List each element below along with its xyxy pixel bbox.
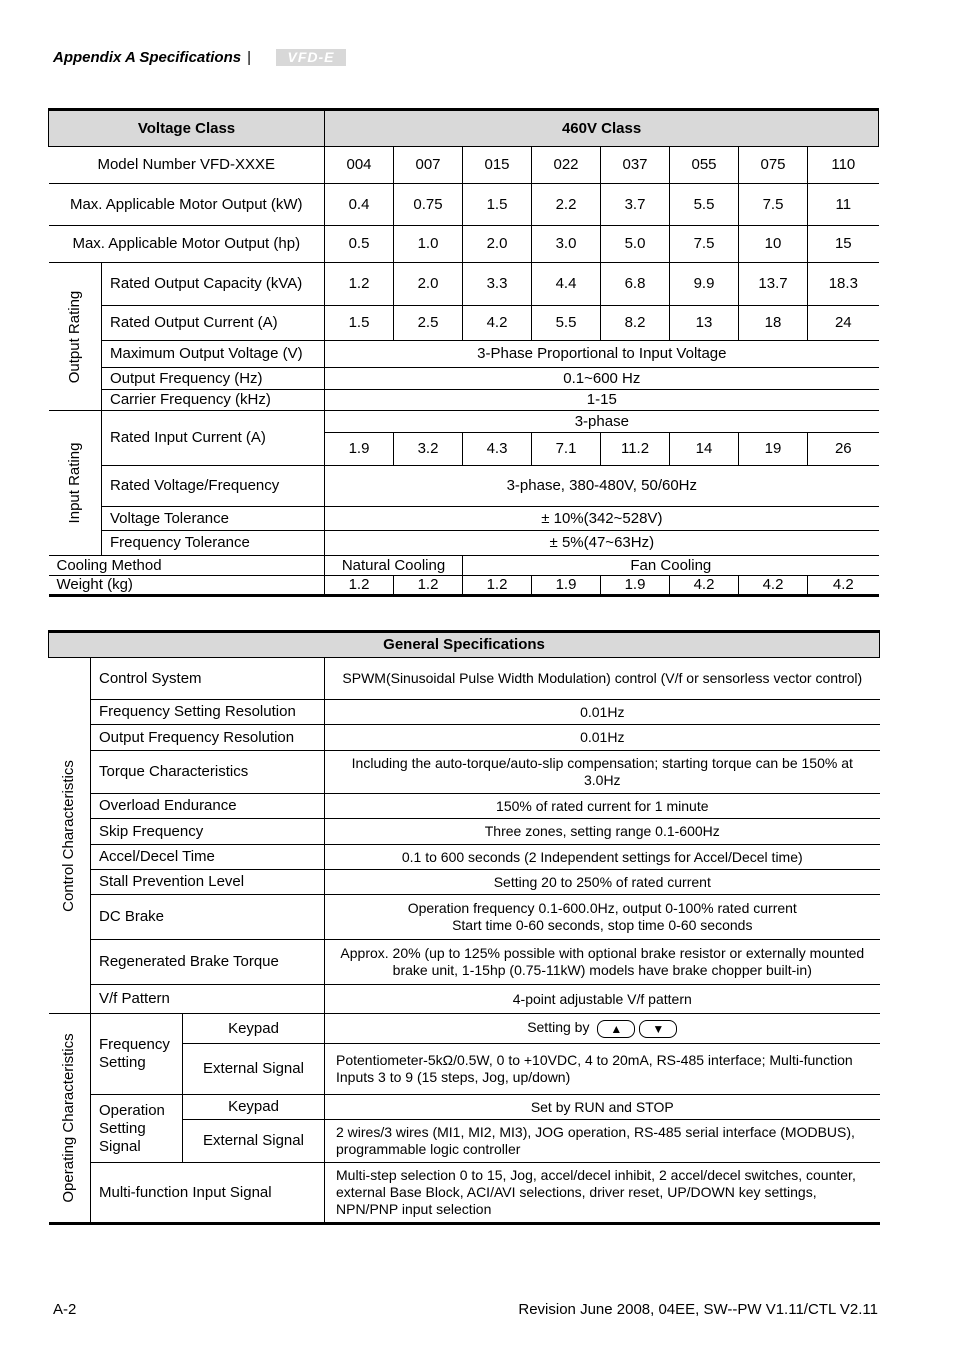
cell: 1.9 xyxy=(325,433,394,466)
cell: 7.1 xyxy=(532,433,601,466)
header-title: Appendix A Specifications xyxy=(53,49,242,66)
cell: SPWM(Sinusoidal Pulse Width Modulation) control (V/f or sensorless vector control) xyxy=(325,658,880,700)
cell: 004 xyxy=(325,147,394,184)
cell: 3-phase xyxy=(325,411,879,433)
cell: 6.8 xyxy=(601,263,670,306)
row-label: Carrier Frequency (kHz) xyxy=(102,390,325,411)
row-label: Operation Setting Signal xyxy=(91,1095,183,1163)
sub-label: External Signal xyxy=(183,1044,325,1095)
table-row xyxy=(49,985,880,1014)
group-label: Operating Characteristics xyxy=(60,1033,78,1203)
group-label: Output Rating xyxy=(65,290,83,383)
table-row xyxy=(49,940,880,985)
row-label: Torque Characteristics xyxy=(91,751,325,794)
page-number: A-2 xyxy=(53,1301,77,1318)
cell: 007 xyxy=(394,147,463,184)
table-row xyxy=(49,819,880,845)
table-row xyxy=(49,263,879,306)
table-row xyxy=(49,466,879,507)
cell: 037 xyxy=(601,147,670,184)
cell: 1.2 xyxy=(463,576,532,596)
row-label: Output Frequency (Hz) xyxy=(102,368,325,390)
row-label: Accel/Decel Time xyxy=(91,845,325,870)
cell: 075 xyxy=(739,147,808,184)
cell: 5.0 xyxy=(601,226,670,263)
table-row xyxy=(49,226,879,263)
cell: 4.4 xyxy=(532,263,601,306)
cell: 4.3 xyxy=(463,433,532,466)
cell: 3.3 xyxy=(463,263,532,306)
cell: 2 wires/3 wires (MI1, MI2, MI3), JOG operation, RS-485 serial interface (MODBUS), programmable logic controller xyxy=(325,1120,880,1163)
cell: 0.01Hz xyxy=(325,725,880,751)
table-row xyxy=(49,1163,880,1224)
cell: 0.75 xyxy=(394,184,463,226)
table-row xyxy=(49,845,880,870)
table-row xyxy=(49,700,880,725)
group-label: Input Rating xyxy=(65,442,83,524)
table-row xyxy=(49,658,880,700)
control-group xyxy=(49,658,91,1014)
cell: 110 xyxy=(808,147,879,184)
table-row xyxy=(49,1095,880,1120)
cell: 24 xyxy=(808,306,879,341)
cell: Multi-step selection 0 to 15, Jog, accel/decel inhibit, 2 accel/decel switches, counter, external Base Block, ACI/AVI selections, driver reset, UP/DOWN key settings, NPN/PNP input selection xyxy=(325,1163,880,1224)
row-label: Multi-function Input Signal xyxy=(91,1163,325,1224)
row-label: Max. Applicable Motor Output (hp) xyxy=(49,226,325,263)
voltage-class-label: Voltage Class xyxy=(49,110,325,147)
cell: 26 xyxy=(808,433,879,466)
cell xyxy=(325,895,880,940)
group-label: Control Characteristics xyxy=(60,759,78,912)
cell: 2.5 xyxy=(394,306,463,341)
cell: 7.5 xyxy=(670,226,739,263)
cell: 3-Phase Proportional to Input Voltage xyxy=(325,341,879,368)
table-row xyxy=(49,368,879,390)
cell: 3-phase, 380-480V, 50/60Hz xyxy=(325,466,879,507)
cell: 055 xyxy=(670,147,739,184)
cell: 0.1~600 Hz xyxy=(325,368,879,390)
table-row xyxy=(49,725,880,751)
rating-table xyxy=(48,108,879,597)
table-row xyxy=(49,184,879,226)
table-row xyxy=(49,147,879,184)
cell: 015 xyxy=(463,147,532,184)
table-row xyxy=(49,341,879,368)
cell: 15 xyxy=(808,226,879,263)
row-label: Output Frequency Resolution xyxy=(91,725,325,751)
row-label: Frequency Tolerance xyxy=(102,531,325,556)
row-label: Regenerated Brake Torque xyxy=(91,940,325,985)
cell: 13.7 xyxy=(739,263,808,306)
cell: 10 xyxy=(739,226,808,263)
cell: 1.2 xyxy=(394,576,463,596)
table-row xyxy=(49,390,879,411)
row-label: Stall Prevention Level xyxy=(91,870,325,895)
table-row xyxy=(49,576,879,596)
header-separator: | xyxy=(247,49,251,66)
cell: 4.2 xyxy=(670,576,739,596)
cell: Three zones, setting range 0.1-600Hz xyxy=(325,819,880,845)
table-row xyxy=(49,306,879,341)
cell: Fan Cooling xyxy=(463,556,879,576)
cell: 4-point adjustable V/f pattern xyxy=(325,985,880,1014)
cell: 11.2 xyxy=(601,433,670,466)
table-row xyxy=(49,1014,880,1044)
cell: 150% of rated current for 1 minute xyxy=(325,794,880,819)
cell: Natural Cooling xyxy=(325,556,463,576)
row-label: Weight (kg) xyxy=(49,576,325,596)
cell: 2.2 xyxy=(532,184,601,226)
cell: 7.5 xyxy=(739,184,808,226)
cell: 14 xyxy=(670,433,739,466)
cell: 2.0 xyxy=(463,226,532,263)
table-row xyxy=(49,794,880,819)
row-label: Maximum Output Voltage (V) xyxy=(102,341,325,368)
cell: Setting 20 to 250% of rated current xyxy=(325,870,880,895)
row-label: Frequency Setting xyxy=(91,1014,183,1095)
table-row xyxy=(49,556,879,576)
table-row xyxy=(49,751,880,794)
cell: 4.2 xyxy=(808,576,879,596)
cell: 0.5 xyxy=(325,226,394,263)
cell: 4.2 xyxy=(463,306,532,341)
operating-group xyxy=(49,1014,91,1224)
cell: Set by RUN and STOP xyxy=(325,1095,880,1120)
row-label: Voltage Tolerance xyxy=(102,507,325,531)
row-label: V/f Pattern xyxy=(91,985,325,1014)
cell: 022 xyxy=(532,147,601,184)
row-label: Rated Output Current (A) xyxy=(102,306,325,341)
row-label: Max. Applicable Motor Output (kW) xyxy=(49,184,325,226)
cell: 4.2 xyxy=(739,576,808,596)
page-header xyxy=(53,49,251,66)
up-arrow-icon: ▲ xyxy=(597,1020,635,1038)
cell: 0.1 to 600 seconds (2 Independent settings for Accel/Decel time) xyxy=(325,845,880,870)
sub-label: Keypad xyxy=(183,1095,325,1120)
keypad-text: Setting by xyxy=(527,1019,590,1036)
sub-label: Keypad xyxy=(183,1014,325,1044)
row-label: DC Brake xyxy=(91,895,325,940)
cell: 1.2 xyxy=(325,576,394,596)
row-label: Rated Input Current (A) xyxy=(102,411,325,466)
cell: 5.5 xyxy=(670,184,739,226)
vfd-e-logo: VFD-E xyxy=(276,49,346,66)
voltage-class-value: 460V Class xyxy=(325,110,879,147)
cell: Potentiometer-5kΩ/0.5W, 0 to +10VDC, 4 to 20mA, RS-485 interface; Multi-function Inputs 3 to 9 (15 steps, Jog, up/down) xyxy=(325,1044,880,1095)
cell: 1.0 xyxy=(394,226,463,263)
table-row xyxy=(49,531,879,556)
cell: 8.2 xyxy=(601,306,670,341)
row-label: Rated Output Capacity (kVA) xyxy=(102,263,325,306)
cell: 3.0 xyxy=(532,226,601,263)
cell xyxy=(325,1014,880,1044)
cell: 9.9 xyxy=(670,263,739,306)
row-label: Control System xyxy=(91,658,325,700)
cell: 1-15 xyxy=(325,390,879,411)
cell: 18.3 xyxy=(808,263,879,306)
cell: 1.2 xyxy=(325,263,394,306)
cell: 5.5 xyxy=(532,306,601,341)
cell-line: Operation frequency 0.1-600.0Hz, output 0-100% rated current xyxy=(407,900,797,916)
cell: 18 xyxy=(739,306,808,341)
table-row xyxy=(49,411,879,433)
cell: 1.5 xyxy=(325,306,394,341)
row-label: Rated Voltage/Frequency xyxy=(102,466,325,507)
cell: 1.9 xyxy=(601,576,670,596)
general-title: General Specifications xyxy=(49,632,880,658)
revision-text: Revision June 2008, 04EE, SW--PW V1.11/CTL V2.11 xyxy=(518,1301,878,1318)
cell: 19 xyxy=(739,433,808,466)
cell: Approx. 20% (up to 125% possible with optional brake resistor or externally mounted brake unit, 1-15hp (0.75-11kW) models have brake chopper built-in) xyxy=(325,940,880,985)
input-rating-group xyxy=(49,411,102,556)
general-spec-table xyxy=(48,630,880,1225)
table-row xyxy=(49,870,880,895)
down-arrow-icon: ▼ xyxy=(639,1020,677,1038)
cell: Including the auto-torque/auto-slip compensation; starting torque can be 150% at 3.0Hz xyxy=(325,751,880,794)
cell: 0.01Hz xyxy=(325,700,880,725)
row-label: Skip Frequency xyxy=(91,819,325,845)
cell: 3.2 xyxy=(394,433,463,466)
cell: ± 10%(342~528V) xyxy=(325,507,879,531)
cell: 1.5 xyxy=(463,184,532,226)
cell: ± 5%(47~63Hz) xyxy=(325,531,879,556)
row-label: Overload Endurance xyxy=(91,794,325,819)
cell: 0.4 xyxy=(325,184,394,226)
cell: 2.0 xyxy=(394,263,463,306)
table-row xyxy=(49,895,880,940)
cell: 13 xyxy=(670,306,739,341)
output-rating-group xyxy=(49,263,102,411)
row-label: Frequency Setting Resolution xyxy=(91,700,325,725)
cell: 11 xyxy=(808,184,879,226)
table-row xyxy=(49,507,879,531)
row-label: Cooling Method xyxy=(49,556,325,576)
row-label: Model Number VFD-XXXE xyxy=(49,147,325,184)
sub-label: External Signal xyxy=(183,1120,325,1163)
cell: 3.7 xyxy=(601,184,670,226)
cell-line: Start time 0-60 seconds, stop time 0-60 seconds xyxy=(452,917,753,933)
cell: 1.9 xyxy=(532,576,601,596)
